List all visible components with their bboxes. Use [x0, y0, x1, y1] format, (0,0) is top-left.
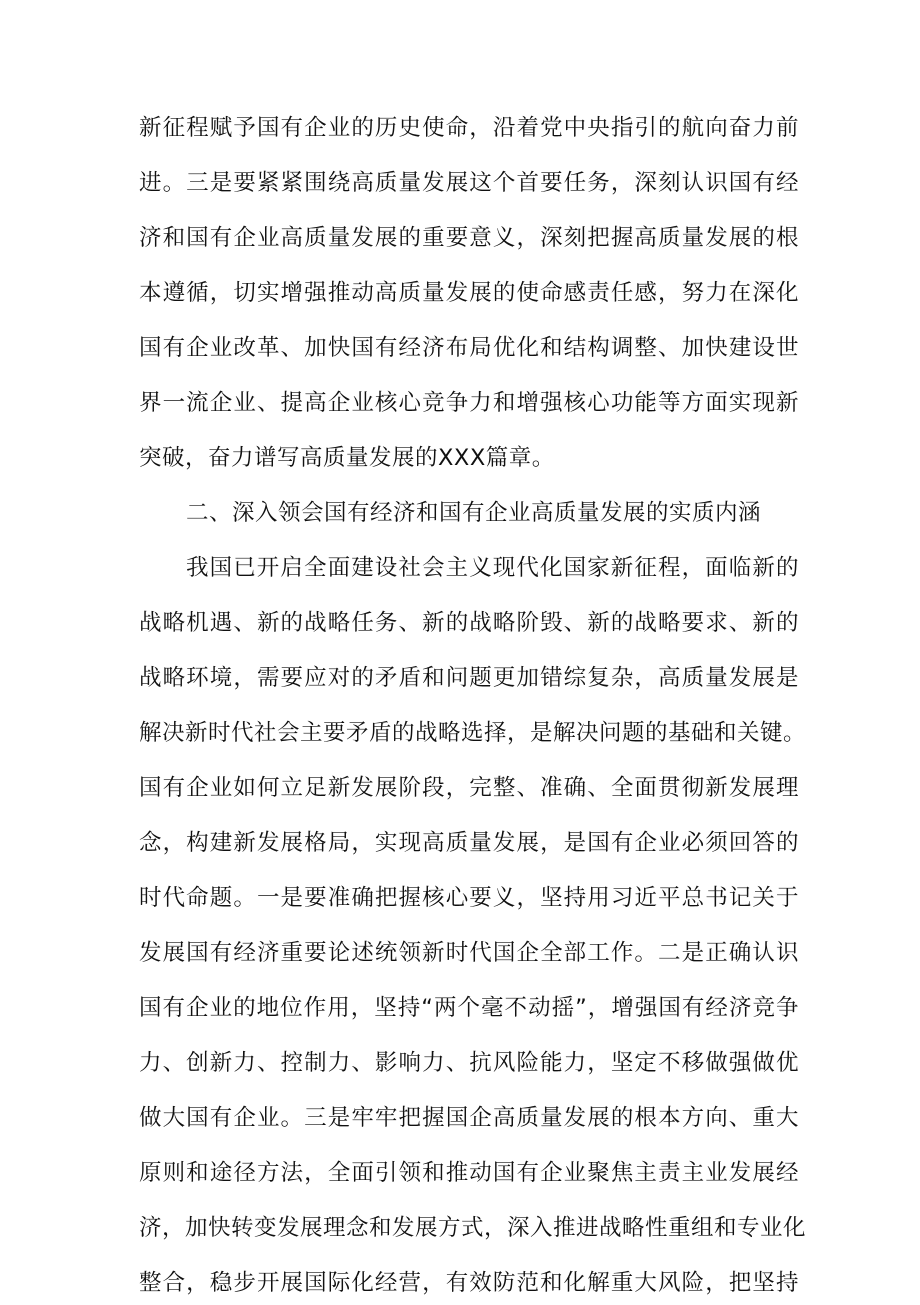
- text-line-22: 整合，稳步开展国际化经营，有效防范和化解重大风险，把坚持: [139, 1270, 799, 1296]
- text-line-16: 发展国有经济重要论述统领新时代国企全部工作。二是正确认识: [139, 940, 799, 966]
- text-line-14: 念，构建新发展格局，实现高质量发展，是国有企业必须回答的: [139, 830, 799, 856]
- text-line-6: 界一流企业、提高企业核心竞争力和增强核心功能等方面实现新: [139, 390, 799, 416]
- text-line-20: 原则和途径方法，全面引领和推动国有企业聚焦主责主业发展经: [139, 1160, 799, 1186]
- text-line-18: 力、创新力、控制力、影响力、抗风险能力，坚定不移做强做优: [139, 1050, 799, 1076]
- text-line-21: 济，加快转变发展理念和发展方式，深入推进战略性重组和专业化: [139, 1215, 807, 1241]
- text-line-5: 国有企业改革、加快国有经济布局优化和结构调整、加快建设世: [139, 335, 799, 361]
- text-line-7: 突破，奋力谱写高质量发展的XXX篇章。: [139, 445, 555, 471]
- text-line-13: 国有企业如何立足新发展阶段，完整、准确、全面贯彻新发展理: [139, 775, 799, 801]
- text-line-2: 进。三是要紧紧围绕高质量发展这个首要任务，深刻认识国有经: [139, 170, 799, 196]
- text-line-10: 战略机遇、新的战略任务、新的战略阶毁、新的战略要求、新的: [139, 610, 799, 636]
- text-line-17: 国有企业的地位作用，坚持“两个毫不动摇”，增强国有经济竞争: [139, 995, 799, 1021]
- text-line-1: 新征程赋予国有企业的历史使命，沿着党中央指引的航向奋力前: [139, 115, 799, 141]
- text-line-11: 战略环境，需要应对的矛盾和问题更加错综复杂，高质量发展是: [139, 665, 799, 691]
- section-heading: 二、深入领会国有经济和国有企业高质量发展的实质内涵: [186, 500, 762, 526]
- text-line-15: 时代命题。一是要准确把握核心要义，坚持用习近平总书记关于: [139, 885, 799, 911]
- text-line-4: 本遵循，切实增强推动高质量发展的使命感责任感，努力在深化: [139, 280, 799, 306]
- text-line-9: 我国已开启全面建设社会主义现代化国家新征程，面临新的: [186, 555, 799, 581]
- text-line-19: 做大国有企业。三是牢牢把握国企高质量发展的根本方向、重大: [139, 1105, 799, 1131]
- text-line-12: 解决新时代社会主要矛盾的战略选择，是解决问题的基础和关键。: [139, 720, 807, 746]
- text-line-3: 济和国有企业高质量发展的重要意义，深刻把握高质量发展的根: [139, 225, 799, 251]
